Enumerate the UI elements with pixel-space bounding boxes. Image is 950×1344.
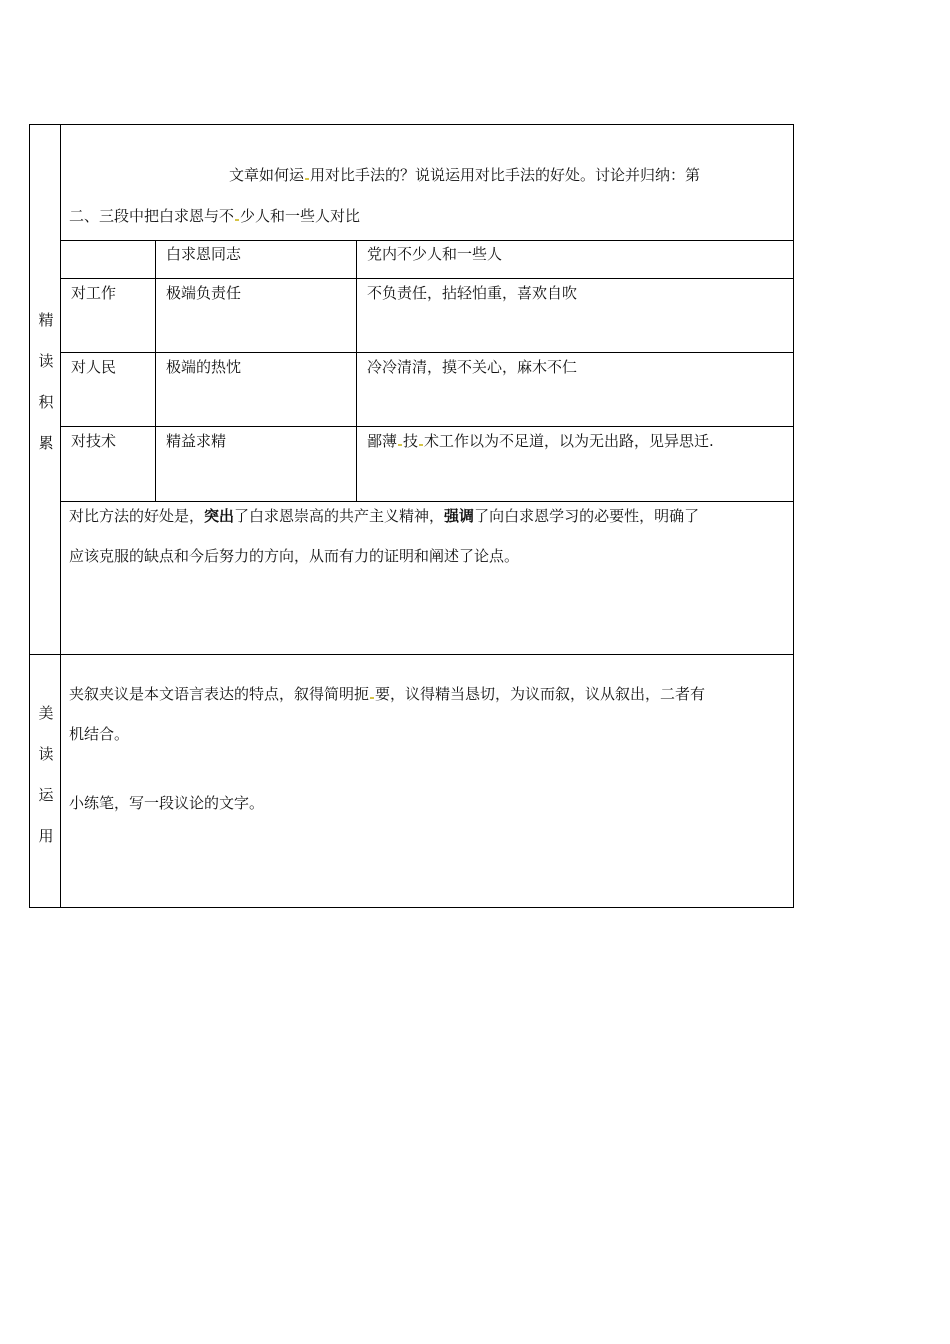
question-line-1: 文章如何运 用对比手法的？说说运用对比手法的好处。讨论并归纳：第 [229, 166, 701, 184]
side-label-char: 美 [38, 704, 54, 722]
section-divider [29, 654, 794, 655]
exercise-prompt: 小练笔，写一段议论的文字。 [69, 794, 265, 812]
annotation-mark [419, 441, 423, 446]
annotation-mark [370, 694, 374, 699]
application-line-1: 夹叙夹议是本文语言表达的特点，叙得简明扼 要，议得精当恳切，为议而叙，议从叙出，二者有 [69, 685, 706, 703]
inner-table-row-line [60, 352, 794, 353]
inner-table-row-line [60, 278, 794, 279]
annotation-mark [235, 216, 239, 221]
application-line-2: 机结合。 [69, 725, 130, 743]
table-cell: 不负责任，拈轻怕重，喜欢自吹 [367, 284, 578, 302]
side-label-char: 读 [38, 745, 54, 763]
table-header-cell: 党内不少人和一些人 [367, 245, 503, 263]
side-label-char: 读 [38, 352, 54, 370]
table-cell: 冷冷清清，摸不关心，麻木不仁 [367, 358, 578, 376]
inner-table-col-line [356, 240, 357, 501]
question-line-2: 二、三段中把白求恩与不 少人和一些人对比 [69, 207, 361, 225]
table-cell: 精益求精 [166, 432, 227, 450]
table-header-cell: 白求恩同志 [166, 245, 242, 263]
side-label-char: 累 [38, 434, 54, 452]
table-cell: 鄙薄 技 术工作以为不足道，以为无出路，见异思迁. [367, 432, 714, 450]
inner-table-row-line [60, 426, 794, 427]
side-label-char: 运 [38, 786, 54, 804]
table-cell: 极端负责任 [166, 284, 242, 302]
summary-line-1: 对比方法的好处是，突出了白求恩崇高的共产主义精神，强调了向白求恩学习的必要性，明确了 [69, 507, 700, 525]
side-label-char: 积 [38, 393, 54, 411]
inner-table-bottom [60, 501, 794, 502]
table-cell: 对工作 [71, 284, 117, 302]
annotation-mark [305, 175, 309, 180]
table-cell: 对技术 [71, 432, 117, 450]
side-label-reading-application [31, 693, 61, 857]
summary-line-2: 应该克服的缺点和今后努力的方向，从而有力的证明和阐述了论点。 [69, 547, 520, 565]
side-label-reading-accumulation [31, 300, 61, 464]
side-label-char: 用 [38, 827, 54, 845]
side-label-char: 精 [38, 311, 54, 329]
table-cell: 极端的热忱 [166, 358, 242, 376]
annotation-mark [398, 441, 402, 446]
table-cell: 对人民 [71, 358, 117, 376]
inner-table-col-line [155, 240, 156, 501]
inner-table-top [60, 240, 794, 241]
